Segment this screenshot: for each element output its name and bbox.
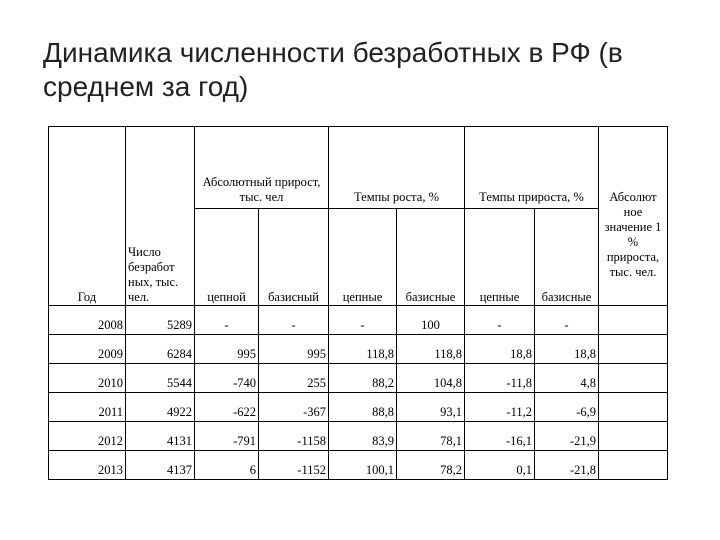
cell-rate-base: 118,8	[397, 335, 465, 364]
cell-rate-chain: 100,1	[329, 451, 397, 480]
page-title: Динамика численности безработных в РФ (в среднем за год)	[43, 37, 631, 102]
cell-rate-base: 78,1	[397, 422, 465, 451]
cell-inc-base: -21,9	[535, 422, 599, 451]
table-row	[49, 451, 668, 480]
cell-inc-chain: -	[465, 306, 535, 335]
table-row	[49, 335, 668, 364]
cell-rate-chain: 118,8	[329, 335, 397, 364]
cell-count: 5544	[126, 364, 195, 393]
cell-abs-value	[599, 422, 668, 451]
cell-rate-base: 93,1	[397, 393, 465, 422]
cell-year: 2010	[49, 364, 126, 393]
cell-inc-chain: -11,8	[465, 364, 535, 393]
header-count: Число безработ ных, тыс. чел.	[126, 127, 195, 306]
cell-inc-base: -6,9	[535, 393, 599, 422]
unemployment-table	[48, 126, 668, 480]
cell-abs-chain: 995	[195, 335, 259, 364]
cell-abs-base: -1158	[259, 422, 329, 451]
cell-inc-chain: 0,1	[465, 451, 535, 480]
header-increase-rate: Темпы прироста, %	[465, 127, 599, 209]
cell-abs-value	[599, 393, 668, 422]
cell-abs-chain: -791	[195, 422, 259, 451]
cell-rate-base: 100	[397, 306, 465, 335]
cell-rate-base: 104,8	[397, 364, 465, 393]
table-row	[49, 422, 668, 451]
cell-abs-value	[599, 306, 668, 335]
header-abs-value: Абсолют ное значение 1 % прироста, тыс. чел.	[599, 127, 668, 306]
cell-count: 4137	[126, 451, 195, 480]
header-inc-base: базисные	[535, 209, 599, 306]
cell-count: 6284	[126, 335, 195, 364]
cell-year: 2008	[49, 306, 126, 335]
cell-year: 2012	[49, 422, 126, 451]
table-row	[49, 364, 668, 393]
cell-inc-base: 18,8	[535, 335, 599, 364]
cell-abs-value	[599, 451, 668, 480]
cell-rate-chain: 88,2	[329, 364, 397, 393]
header-row-top	[49, 127, 668, 209]
cell-abs-base: -1152	[259, 451, 329, 480]
cell-abs-chain: -	[195, 306, 259, 335]
cell-abs-value	[599, 335, 668, 364]
header-rate-chain: цепные	[329, 209, 397, 306]
header-abs-base: базисный	[259, 209, 329, 306]
cell-year: 2011	[49, 393, 126, 422]
header-rate-base: базисные	[397, 209, 465, 306]
table-row	[49, 306, 668, 335]
cell-rate-chain: 88,8	[329, 393, 397, 422]
cell-abs-base: 995	[259, 335, 329, 364]
cell-abs-chain: -740	[195, 364, 259, 393]
cell-rate-chain: -	[329, 306, 397, 335]
cell-inc-base: -	[535, 306, 599, 335]
cell-abs-base: -	[259, 306, 329, 335]
cell-inc-base: 4,8	[535, 364, 599, 393]
cell-count: 5289	[126, 306, 195, 335]
cell-abs-chain: 6	[195, 451, 259, 480]
cell-abs-base: 255	[259, 364, 329, 393]
cell-count: 4131	[126, 422, 195, 451]
table-row	[49, 393, 668, 422]
cell-inc-chain: 18,8	[465, 335, 535, 364]
cell-abs-base: -367	[259, 393, 329, 422]
cell-inc-base: -21,8	[535, 451, 599, 480]
cell-rate-chain: 83,9	[329, 422, 397, 451]
cell-abs-chain: -622	[195, 393, 259, 422]
cell-year: 2009	[49, 335, 126, 364]
cell-inc-chain: -11,2	[465, 393, 535, 422]
header-year: Год	[49, 127, 126, 306]
cell-inc-chain: -16,1	[465, 422, 535, 451]
header-growth-rate: Темпы роста, %	[329, 127, 465, 209]
header-inc-chain: цепные	[465, 209, 535, 306]
cell-rate-base: 78,2	[397, 451, 465, 480]
cell-abs-value	[599, 364, 668, 393]
header-abs-growth: Абсолютный прирост, тыс. чел	[195, 127, 329, 209]
header-abs-chain: цепной	[195, 209, 259, 306]
cell-count: 4922	[126, 393, 195, 422]
cell-year: 2013	[49, 451, 126, 480]
